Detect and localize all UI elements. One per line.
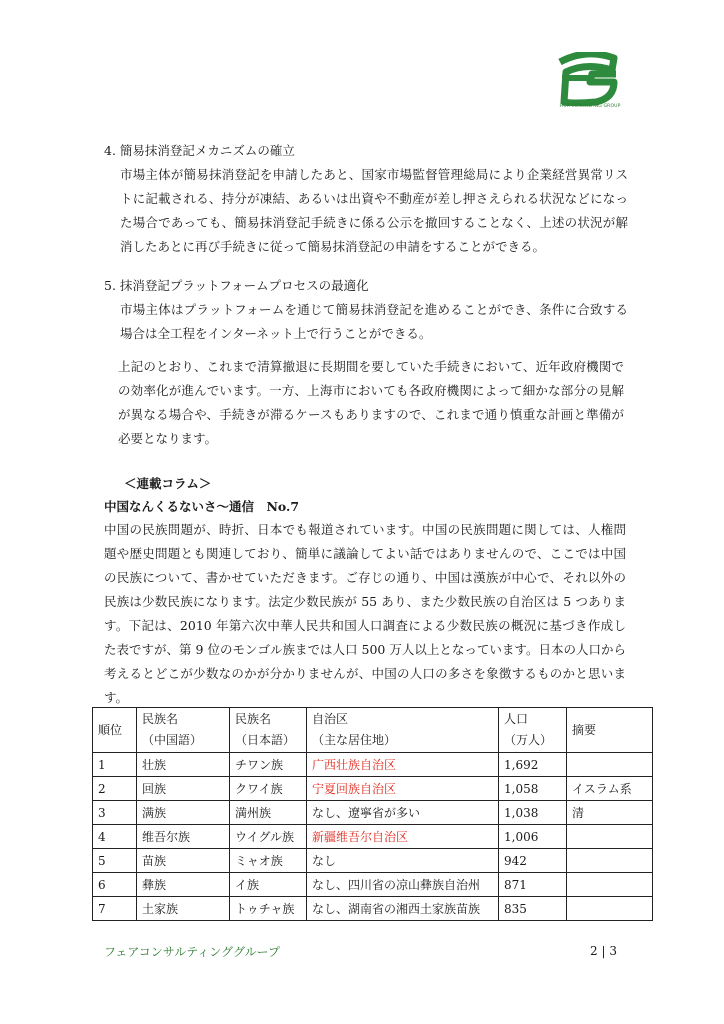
section-title: 5. 抹消登記プラットフォームプロセスの最適化 (104, 278, 369, 293)
cell-jp-name: イ族 (230, 873, 307, 897)
section-5 (104, 274, 628, 346)
cell-rank: 5 (93, 849, 137, 873)
cell-rank: 2 (93, 777, 137, 801)
cell-population: 1,006 (499, 825, 567, 849)
cell-note: イスラム系 (567, 777, 653, 801)
cell-rank: 6 (93, 873, 137, 897)
cell-jp-name: クワイ族 (230, 777, 307, 801)
table-row (93, 801, 653, 825)
column-label: ＜連載コラム＞ (124, 476, 212, 491)
section-body: 市場主体はプラットフォームを通じて簡易抹消登記を進めることができ、条件に合致する場合は全工程をインターネット上で行うことができる。 (120, 302, 628, 341)
section-body: 市場主体が簡易抹消登記を申請したあと、国家市場監督管理総局により企業経営異常リストに記載される、持分が凍結、あるいは出資や不動産が差し押さえられる状況などになった場合であっても、簡易抹消登記手続きに係る公示を撤回することなく、上述の状況が解消したあとに再び手続きに従って簡易抹消登記の申請をすることができる。 (120, 167, 628, 254)
table-row (93, 825, 653, 849)
cell-region: 宁夏回族自治区 (307, 777, 499, 801)
header-region: 自治区 （主な居住地） (307, 708, 499, 753)
fair-consulting-logo (556, 52, 618, 106)
cell-cn-name: 彝族 (137, 873, 230, 897)
header-rank: 順位 (93, 708, 137, 753)
cell-jp-name: トゥチャ族 (230, 897, 307, 921)
logo-tagline: FAIR CONSULTING GROUP (559, 104, 621, 109)
cell-region: 广西壮族自治区 (307, 753, 499, 777)
cell-population: 1,038 (499, 801, 567, 825)
cell-rank: 7 (93, 897, 137, 921)
table-header-row (93, 708, 653, 753)
header-note: 摘要 (567, 708, 653, 753)
section-title: 4. 簡易抹消登記メカニズムの確立 (104, 143, 295, 158)
cell-region: 新疆维吾尔自治区 (307, 825, 499, 849)
table-row (93, 777, 653, 801)
cell-population: 1,058 (499, 777, 567, 801)
cell-rank: 3 (93, 801, 137, 825)
cell-note (567, 897, 653, 921)
summary-paragraph: 上記のとおり、これまで清算撤退に長期間を要していた手続きにおいて、近年政府機関での効率化が進んでいます。一方、上海市においても各政府機関によって細かな部分の見解が異なる場合や、手続きが滞るケースもありますので、これまで通り慎重な計画と準備が必要となります。 (118, 359, 624, 446)
cell-cn-name: 维吾尔族 (137, 825, 230, 849)
column-body: 中国の民族問題が、時折、日本でも報道されています。中国の民族問題に関しては、人権問題や歴史問題とも関連しており、簡単に議論してよい話ではありませんので、ここでは中国の民族について、書かせていただきます。ご存じの通り、中国は漢族が中心で、それ以外の民族は少数民族になります。法定少数民族が 55 あり、また少数民族の自治区は 5 つあります。下記は、2010 年第六次中華人民共和国人口調査による少数民族の概況に基づき作成した表ですが、第 9 位のモンゴル族までは人口 500 万人以上となっています。日本の人口から考えるとどこが少数なのかが分かりませんが、中国の人口の多さを象徴するものかと思います。 (104, 522, 626, 705)
table-row (93, 753, 653, 777)
table-row (93, 849, 653, 873)
cell-cn-name: 土家族 (137, 897, 230, 921)
cell-region: なし、四川省の凉山彝族自治州 (307, 873, 499, 897)
cell-jp-name: ウイグル族 (230, 825, 307, 849)
cell-note (567, 873, 653, 897)
page-number: 2 | 3 (590, 944, 617, 958)
header-jp-name: 民族名 （日本語） (230, 708, 307, 753)
cell-rank: 4 (93, 825, 137, 849)
column-title: 中国なんくるないさ～通信 No.7 (104, 499, 300, 514)
cell-population: 942 (499, 849, 567, 873)
minority-table (92, 707, 653, 921)
cell-region: なし (307, 849, 499, 873)
cell-region: なし、湖南省の湘西土家族苗族 (307, 897, 499, 921)
header-population: 人口 （万人） (499, 708, 567, 753)
section-4 (104, 139, 628, 259)
cell-jp-name: ミャオ族 (230, 849, 307, 873)
cell-cn-name: 满族 (137, 801, 230, 825)
cell-rank: 1 (93, 753, 137, 777)
cell-region: なし、遼寧省が多い (307, 801, 499, 825)
cell-population: 835 (499, 897, 567, 921)
table-row (93, 897, 653, 921)
cell-population: 1,692 (499, 753, 567, 777)
cell-note: 清 (567, 801, 653, 825)
cell-note (567, 849, 653, 873)
cell-note (567, 825, 653, 849)
cell-cn-name: 回族 (137, 777, 230, 801)
cell-jp-name: 満州族 (230, 801, 307, 825)
cell-cn-name: 壮族 (137, 753, 230, 777)
header-cn-name: 民族名 （中国語） (137, 708, 230, 753)
cell-jp-name: チワン族 (230, 753, 307, 777)
footer-company: フェアコンサルティンググループ (104, 945, 281, 959)
table-row (93, 873, 653, 897)
cell-population: 871 (499, 873, 567, 897)
cell-cn-name: 苗族 (137, 849, 230, 873)
cell-note (567, 753, 653, 777)
